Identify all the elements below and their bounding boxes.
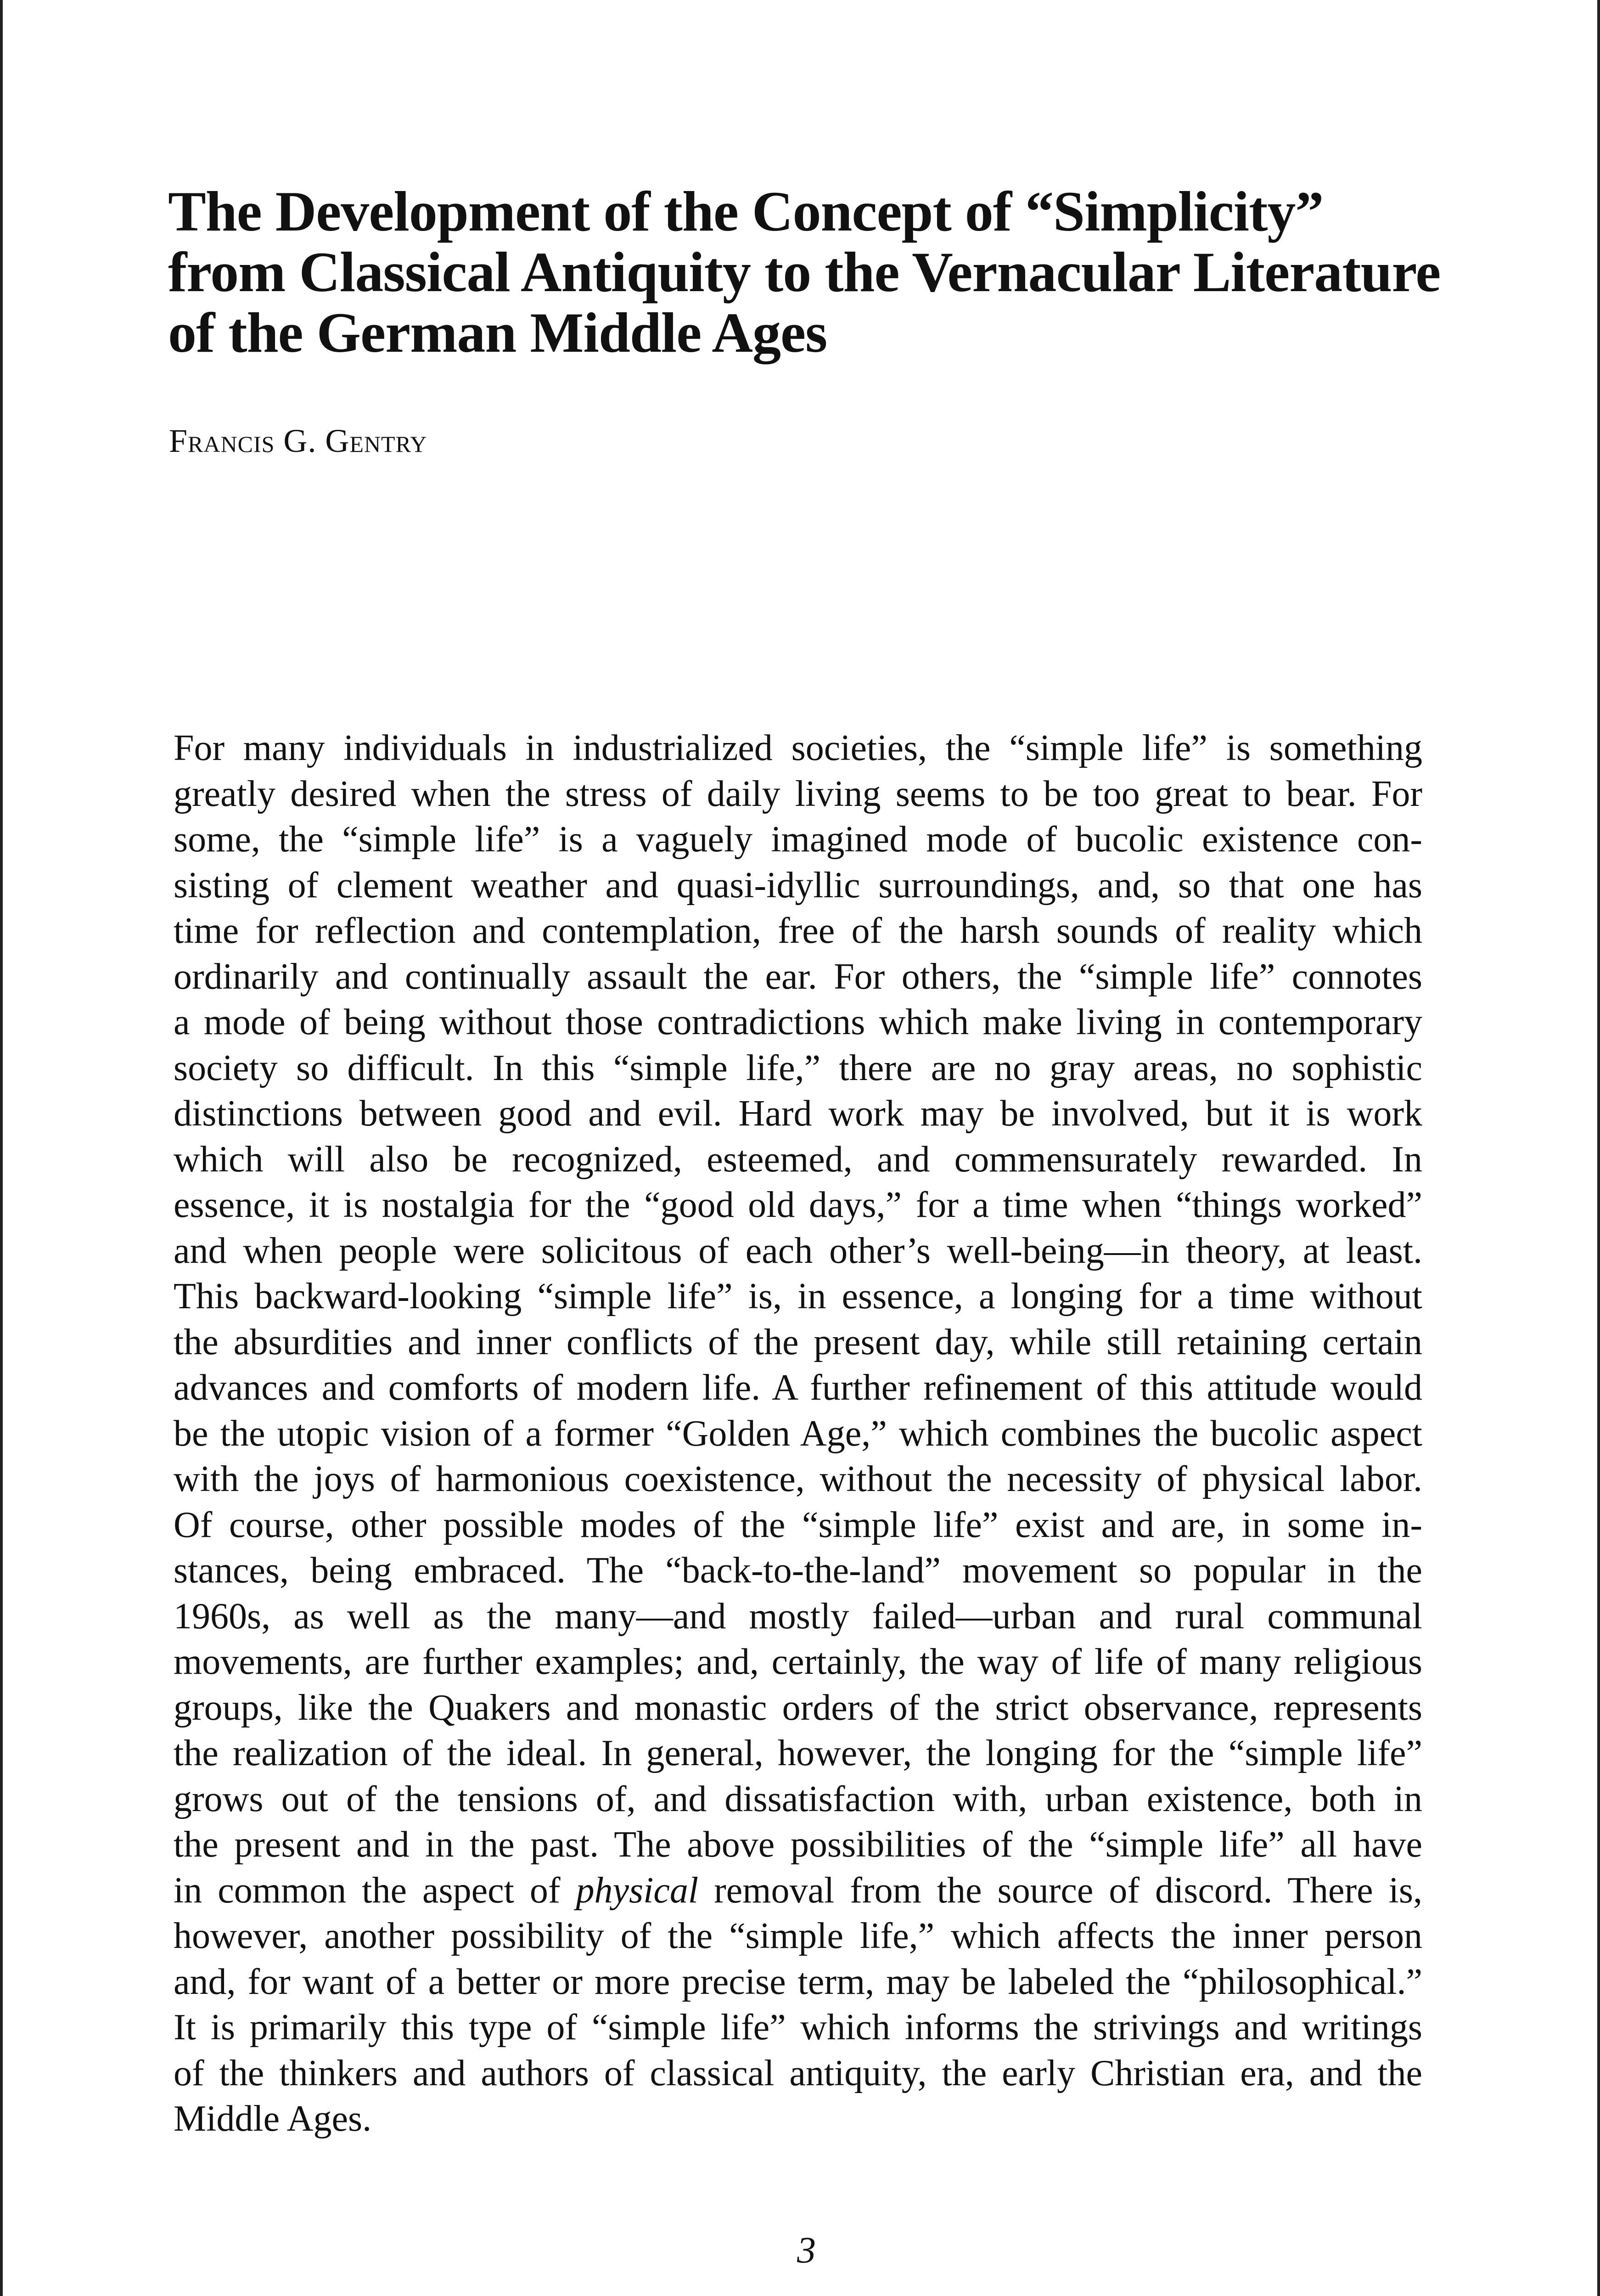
paragraph-line: sisting of clement weather and quasi-idyllic surroundings, and, so that one has — [174, 865, 1422, 906]
paragraph-line: the realization of the ideal. In general, however, the longing for the “simple life” — [174, 1733, 1422, 1773]
paragraph-line: which will also be recognized, esteemed, and commensurately rewarded. In — [174, 1139, 1422, 1180]
paragraph-line: the present and in the past. The above possibilities of the “simple life” all have — [174, 1824, 1422, 1865]
paragraph-line: Of course, other possible modes of the “simple life” exist and are, in some in- — [174, 1504, 1422, 1545]
paragraph-line: stances, being embraced. The “back-to-the-land” movement so popular in the — [174, 1550, 1422, 1591]
emphasized-word: physical — [576, 1870, 699, 1911]
paragraph-line-last: Middle Ages. — [174, 2099, 372, 2139]
paragraph-line: This backward-looking “simple life” is, in essence, a longing for a time without — [174, 1276, 1422, 1317]
paragraph-line: society so difficult. In this “simple life,” there are no gray areas, no sophistic — [174, 1047, 1422, 1088]
paragraph-line: be the utopic vision of a former “Golden Age,” which combines the bucolic aspect — [174, 1413, 1422, 1454]
paragraph-line: greatly desired when the stress of daily living seems to be too great to bear. For — [174, 773, 1422, 814]
paragraph-line: of the thinkers and authors of classical antiquity, the early Christian era, and the — [174, 2053, 1422, 2093]
paragraph-line: advances and comforts of modern life. A further refinement of this attitude would — [174, 1367, 1422, 1408]
paragraph-line-with-emphasis — [174, 1868, 1422, 1914]
paragraph-line: however, another possibility of the “simple life,” which affects the inner person — [174, 1916, 1422, 1956]
paragraph-line: For many individuals in industrialized societies, the “simple life” is something — [174, 728, 1422, 768]
paragraph-line: the absurdities and inner conflicts of the present day, while still retaining certain — [174, 1322, 1422, 1362]
paragraph-line: essence, it is nostalgia for the “good old days,” for a time when “things worked” — [174, 1185, 1422, 1225]
paragraph-line: distinctions between good and evil. Hard work may be involved, but it is work — [174, 1093, 1422, 1134]
paragraph-line: with the joys of harmonious coexistence, without the necessity of physical labor. — [174, 1459, 1422, 1499]
paragraph-line: some, the “simple life” is a vaguely imagined mode of bucolic existence con- — [174, 819, 1422, 860]
article-title — [168, 180, 1441, 364]
paragraph-line: 1960s, as well as the many—and mostly failed—urban and rural communal — [174, 1596, 1422, 1637]
paragraph-line: groups, like the Quakers and monastic orders of the strict observance, represents — [174, 1687, 1422, 1728]
body-paragraph — [174, 726, 1422, 2142]
paragraph-line: ordinarily and continually assault the ear. For others, the “simple life” connotes — [174, 956, 1422, 997]
title-line: from Classical Antiquity to the Vernacular Literature — [168, 241, 1441, 304]
title-line: of the German Middle Ages — [168, 301, 827, 364]
page-number: 3 — [797, 2229, 816, 2271]
author-name: Francis G. Gentry — [169, 422, 427, 459]
paragraph-line: and, for want of a better or more precise term, may be labeled the “philosophical.” — [174, 1961, 1422, 2002]
paragraph-line: grows out of the tensions of, and dissatisfaction with, urban existence, both in — [174, 1778, 1422, 1819]
paragraph-line: movements, are further examples; and, certainly, the way of life of many religious — [174, 1642, 1422, 1682]
paragraph-line: It is primarily this type of “simple life” which informs the strivings and writings — [174, 2007, 1422, 2048]
title-line: The Development of the Concept of “Simplicity” — [168, 180, 1324, 243]
paragraph-line: a mode of being without those contradictions which make living in contemporary — [174, 1002, 1422, 1042]
line-text: removal from the source of discord. There is, — [698, 1870, 1422, 1911]
paragraph-line: time for reflection and contemplation, free of the harsh sounds of reality which — [174, 911, 1422, 951]
paragraph-line: and when people were solicitous of each other’s well-being—in theory, at least. — [174, 1230, 1422, 1271]
line-text: in common the aspect of — [174, 1870, 576, 1911]
